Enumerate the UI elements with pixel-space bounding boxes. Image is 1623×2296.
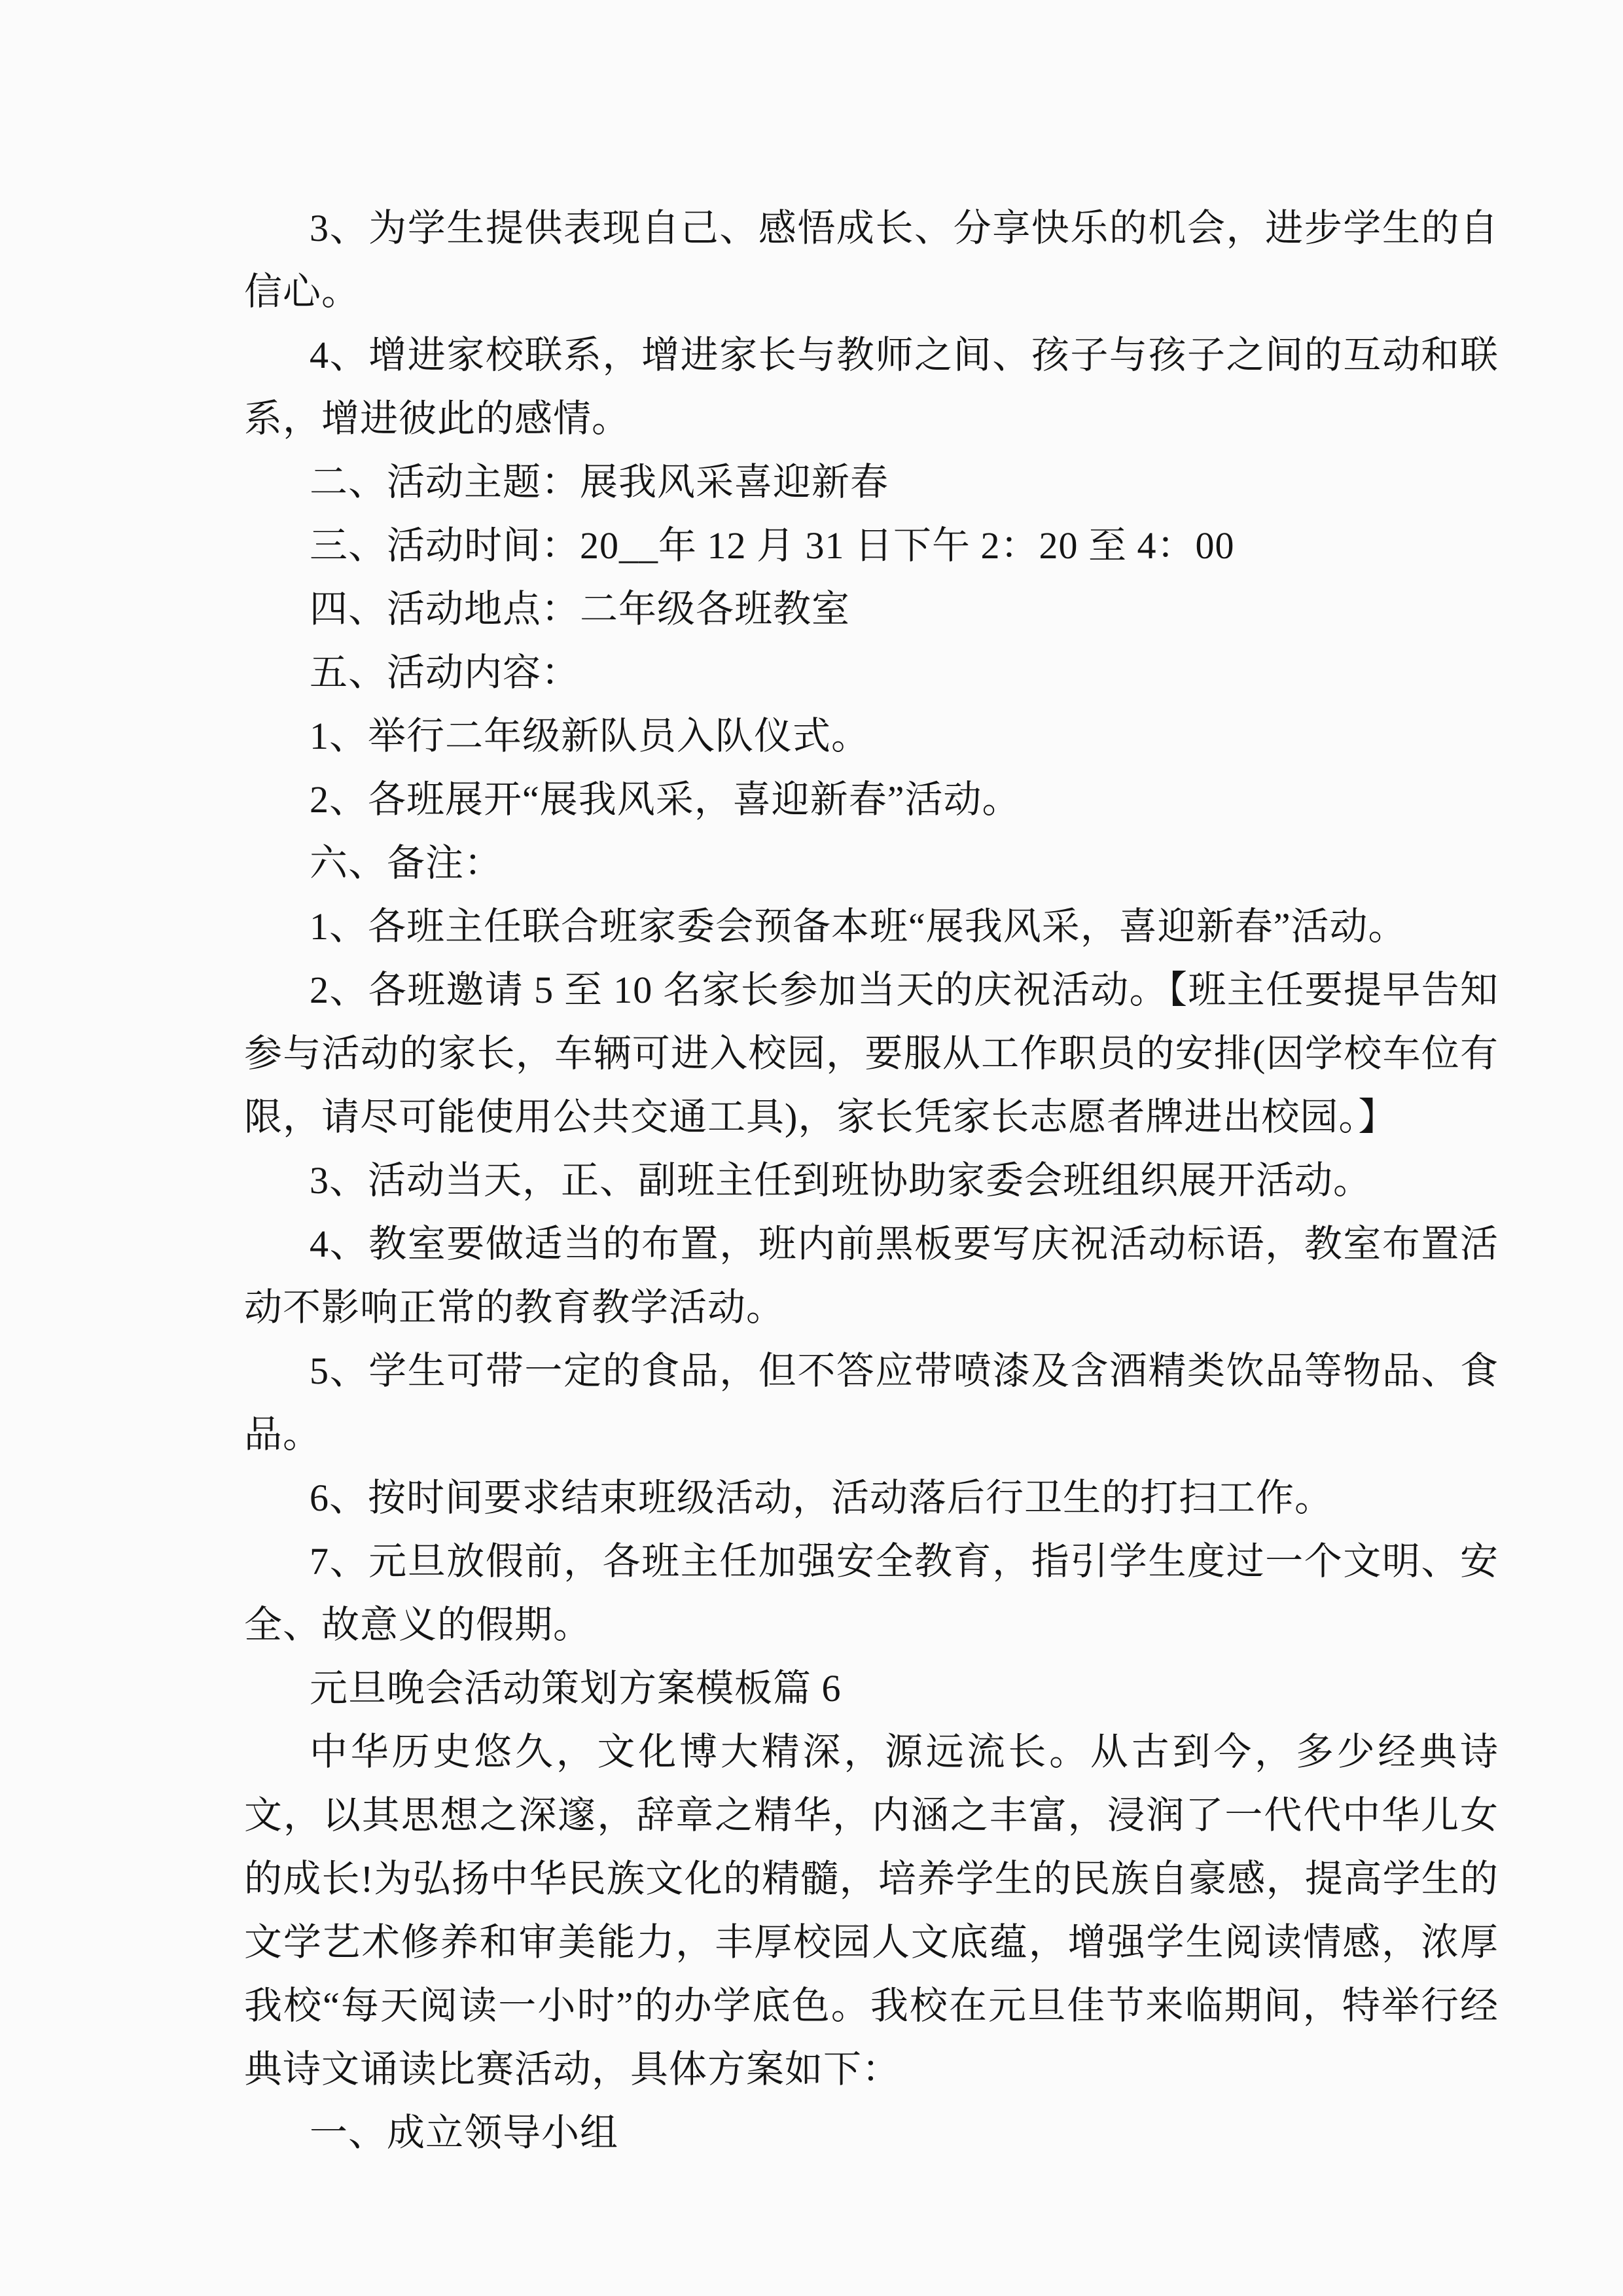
paragraph: 4、教室要做适当的布置，班内前黑板要写庆祝活动标语，教室布置活动不影响正常的教育教学活动。 — [244, 1223, 1499, 1329]
paragraph: 一、成立领导小组 — [310, 2111, 619, 2154]
paragraph: 5、学生可带一定的食品，但不答应带喷漆及含酒精类饮品等物品、食品。 — [244, 1350, 1499, 1456]
paragraph: 2、各班展开“展我风采，喜迎新春”活动。 — [310, 778, 1021, 821]
paragraph: 4、增进家校联系，增进家长与教师之间、孩子与孩子之间的互动和联系，增进彼此的感情。 — [244, 334, 1499, 440]
paragraph: 1、举行二年级新队员入队仪式。 — [310, 715, 870, 757]
paragraph: 6、按时间要求结束班级活动，活动落后行卫生的打扫工作。 — [310, 1477, 1334, 1519]
paragraph: 中华历史悠久，文化博大精深，源远流长。从古到今，多少经典诗文，以其思想之深邃，辞章之精华，内涵之丰富，浸润了一代代中华儿女的成长!为弘扬中华民族文化的精髓，培养学生的民族自豪感，提高学生的文学艺术修养和审美能力，丰厚校园人文底蕴，增强学生阅读情感，浓厚我校“每天阅读一小时”的办学底色。我校在元旦佳节来临期间，特举行经典诗文诵读比赛活动，具体方案如下： — [244, 1731, 1499, 2090]
paragraph: 五、活动内容： — [310, 651, 580, 694]
section-heading: 元旦晚会活动策划方案模板篇 6 — [310, 1667, 842, 1710]
paragraph: 2、各班邀请 5 至 10 名家长参加当天的庆祝活动。【班主任要提早告知参与活动的家长，车辆可进入校园，要服从工作职员的安排(因学校车位有限，请尽可能使用公共交通工具)，家长凭家长志愿者牌进出校园。】 — [244, 969, 1499, 1138]
paragraph: 1、各班主任联合班家委会预备本班“展我风采，喜迎新春”活动。 — [310, 905, 1407, 948]
paragraph: 四、活动地点：二年级各班教室 — [310, 588, 851, 630]
document-body — [244, 196, 1499, 2164]
paragraph: 3、活动当天，正、副班主任到班协助家委会班组织展开活动。 — [310, 1159, 1372, 1202]
paragraph: 二、活动主题：展我风采喜迎新春 — [310, 461, 889, 503]
paragraph: 3、为学生提供表现自己、感悟成长、分享快乐的机会，进步学生的自信心。 — [244, 207, 1499, 313]
paragraph: 三、活动时间：20__年 12 月 31 日下午 2：20 至 4：00 — [310, 524, 1235, 567]
paragraph: 六、备注： — [310, 842, 503, 884]
paragraph: 7、元旦放假前，各班主任加强安全教育，指引学生度过一个文明、安全、故意义的假期。 — [244, 1540, 1499, 1646]
